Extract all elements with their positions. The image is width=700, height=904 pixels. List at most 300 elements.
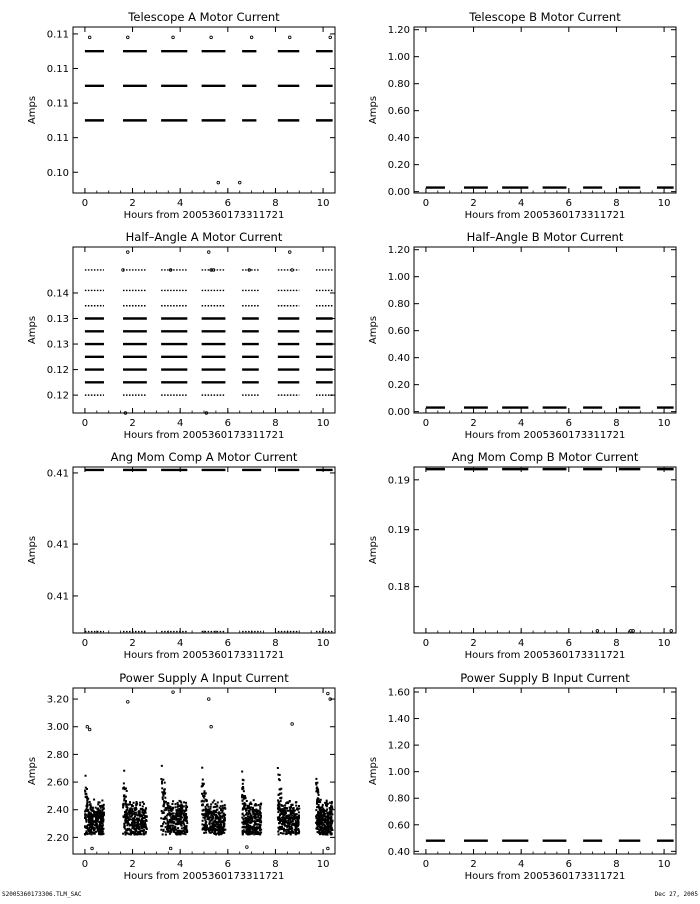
data-point [85,796,87,798]
data-point [283,829,285,831]
data-point [170,825,172,827]
data-outlier-7 [217,181,220,184]
data-outlier-3 [670,630,673,633]
plot-frame [414,247,676,413]
data-point [126,806,128,808]
data-point [202,779,204,781]
y-tick-label: 1.20 [387,740,410,752]
x-tick-label: 8 [272,418,279,429]
data-outlier-2 [126,701,129,704]
data-point [326,819,328,821]
data-point [214,823,216,825]
data-point [317,791,319,793]
data-point [133,802,135,804]
data-point [252,826,254,828]
x-tick-label: 4 [176,638,184,649]
y-tick-label: 0.40 [387,846,410,858]
data-point [285,833,287,835]
data-point [143,831,145,833]
data-point [217,801,219,803]
data-point [203,832,205,834]
data-point [326,800,328,802]
data-point [203,795,205,797]
data-point [142,822,144,824]
data-point [143,812,145,814]
data-point [319,823,321,825]
data-point [278,806,280,808]
data-point [100,807,102,809]
data-point [202,784,204,786]
data-point [134,812,136,814]
data-point [321,809,323,811]
data-point [165,831,167,833]
data-point [322,818,324,820]
data-point [163,795,165,797]
data-point [259,813,261,815]
data-point [252,807,254,809]
data-point [212,817,214,819]
data-point [259,826,261,828]
data-point [136,817,138,819]
data-point [126,809,128,811]
x-tick-label: 0 [81,638,89,649]
data-point [286,807,288,809]
data-point [321,833,323,835]
data-point [126,815,128,817]
data-point [297,820,299,822]
data-outlier-0 [86,725,89,728]
data-point [161,782,163,784]
data-point [204,827,206,829]
data-point [330,826,332,828]
data-point [322,804,324,806]
data-point [278,816,280,818]
data-point [137,833,139,835]
x-tick-label: 8 [613,859,620,870]
data-point [126,790,128,792]
y-axis-label: Amps [27,756,38,786]
data-point [181,812,183,814]
data-outlier-8 [288,251,291,254]
data-point [85,821,87,823]
x-tick-label: 10 [657,638,671,649]
data-point [125,800,127,802]
data-point [185,820,187,822]
data-point [244,795,246,797]
data-point [170,830,172,832]
data-point [278,778,280,780]
data-point [94,833,96,835]
data-point [315,778,317,780]
data-point [297,824,299,826]
data-point [260,803,262,805]
data-point [283,818,285,820]
y-tick-label: 1.00 [387,767,410,779]
data-point [220,805,222,807]
data-point [186,822,188,824]
data-point [162,779,164,781]
y-axis-label: Amps [27,95,38,125]
data-point [298,831,300,833]
data-point [137,825,139,827]
plot-frame [414,467,676,633]
data-point [248,812,250,814]
y-axis-label: Amps [27,535,38,565]
x-tick-label: 6 [565,638,573,649]
data-point [278,802,280,804]
y-tick-label: 0.11 [46,133,69,145]
data-point [241,771,243,773]
y-tick-label: 0.12 [46,365,69,377]
x-tick-label: 0 [422,638,430,649]
y-tick-label: 1.40 [387,714,410,726]
data-point [85,819,87,821]
x-tick-label: 10 [316,198,330,209]
data-outlier-6 [291,723,294,726]
data-point [298,805,300,807]
data-point [161,810,163,812]
data-point [295,801,297,803]
data-cluster-3 [201,767,227,836]
data-point [293,813,295,815]
data-point [174,815,176,817]
y-axis-label: Amps [368,756,379,786]
data-point [214,803,216,805]
data-point [123,782,125,784]
chart-panel-5 [368,450,676,661]
data-point [220,833,222,835]
chart-title: Power Supply A Input Current [119,671,289,685]
data-point [209,826,211,828]
data-point [142,820,144,822]
y-tick-label: 0.19 [387,475,410,487]
data-point [298,814,300,816]
data-point [170,819,172,821]
x-tick-label: 2 [470,198,477,209]
data-point [99,832,101,834]
data-point [172,827,174,829]
data-point [318,832,320,834]
data-point [205,814,207,816]
data-point [93,811,95,813]
chart-title: Power Supply B Input Current [460,671,630,685]
y-axis-label: Amps [368,535,379,565]
data-point [133,818,135,820]
data-point [327,812,329,814]
data-point [251,815,253,817]
data-point [95,817,97,819]
data-point [101,816,103,818]
data-point [102,805,104,807]
x-tick-label: 0 [81,859,89,870]
y-tick-label: 1.00 [387,272,410,284]
data-point [224,804,226,806]
x-axis-label: Hours from 2005360173311721 [123,430,285,441]
data-point [122,833,124,835]
x-tick-label: 8 [272,859,279,870]
data-point [125,820,127,822]
data-point [129,809,131,811]
data-point [297,828,299,830]
data-point [139,816,141,818]
data-point [209,821,211,823]
data-outlier-6 [329,36,332,39]
data-point [277,767,279,769]
x-tick-label: 2 [129,418,136,429]
data-point [209,808,211,810]
x-axis-label: Hours from 2005360173311721 [464,430,626,441]
data-point [164,788,166,790]
x-tick-label: 6 [565,418,573,429]
data-point [171,810,173,812]
y-axis-label: Amps [27,315,38,345]
data-point [202,828,204,830]
data-outlier-10 [169,847,172,850]
data-point [95,824,97,826]
data-point [180,818,182,820]
y-tick-label: 2.40 [46,805,69,817]
data-point [242,833,244,835]
y-tick-label: 0.00 [387,407,410,419]
data-point [210,803,212,805]
data-point [102,819,104,821]
x-tick-label: 2 [129,198,136,209]
data-point [284,810,286,812]
data-point [123,826,125,828]
data-point [294,824,296,826]
data-point [144,820,146,822]
data-point [181,805,183,807]
data-point [135,833,137,835]
data-point [213,800,215,802]
data-point [185,815,187,817]
data-cluster-0 [84,775,105,836]
data-point [292,823,294,825]
y-tick-label: 0.10 [46,167,69,179]
data-point [281,820,283,822]
x-tick-label: 2 [470,418,477,429]
data-point [278,794,280,796]
x-tick-label: 6 [565,859,573,870]
data-point [281,811,283,813]
data-point [164,782,166,784]
data-point [168,810,170,812]
data-point [177,802,179,804]
data-point [323,829,325,831]
data-point [135,829,137,831]
data-point [171,821,173,823]
data-point [318,794,320,796]
y-tick-label: 1.20 [387,245,410,257]
data-point [256,832,258,834]
data-point [286,829,288,831]
data-point [243,797,245,799]
data-point [207,809,209,811]
data-point [315,827,317,829]
data-point [145,831,147,833]
data-point [130,818,132,820]
data-point [242,807,244,809]
data-point [317,790,319,792]
data-point [164,816,166,818]
data-outlier-7 [207,251,210,254]
data-point [289,818,291,820]
data-point [242,813,244,815]
data-point [162,812,164,814]
data-point [143,825,145,827]
data-point [87,809,89,811]
data-point [172,824,174,826]
data-point [319,812,321,814]
data-point [161,787,163,789]
y-tick-label: 2.20 [46,832,69,844]
data-point [213,821,215,823]
chart-title: Ang Mom Comp B Motor Current [451,450,639,464]
data-point [290,820,292,822]
x-tick-label: 2 [470,859,477,870]
data-point [216,829,218,831]
data-point [134,825,136,827]
data-point [289,801,291,803]
data-point [250,818,252,820]
data-point [184,827,186,829]
x-tick-label: 10 [657,859,671,870]
data-point [290,812,292,814]
data-point [213,806,215,808]
data-point [322,815,324,817]
data-point [327,822,329,824]
data-point [241,826,243,828]
data-point [208,823,210,825]
x-tick-label: 6 [224,198,232,209]
data-point [161,765,163,767]
data-point [125,829,127,831]
data-point [178,830,180,832]
data-point [254,814,256,816]
data-point [279,826,281,828]
data-point [160,829,162,831]
data-point [243,779,245,781]
y-tick-label: 0.12 [46,390,69,402]
y-tick-label: 0.20 [387,380,410,392]
plot-frame [73,467,335,633]
data-point [321,807,323,809]
data-point [170,813,172,815]
data-point [223,821,225,823]
y-tick-label: 2.80 [46,749,69,761]
data-point [206,824,208,826]
data-point [258,832,260,834]
data-point [165,807,167,809]
data-point [127,803,129,805]
data-point [125,818,127,820]
data-point [135,804,137,806]
plot-frame [414,688,676,854]
data-point [123,798,125,800]
data-point [180,804,182,806]
x-tick-label: 10 [316,418,330,429]
data-point [125,802,127,804]
data-point [122,806,124,808]
data-point [315,809,317,811]
y-tick-label: 0.11 [46,64,69,75]
data-point [89,832,91,834]
data-point [125,804,127,806]
data-point [259,808,261,810]
data-point [321,820,323,822]
plot-frame [414,27,676,193]
chart-title: Telescope B Motor Current [469,10,621,24]
data-point [86,802,88,804]
data-point [126,824,128,826]
data-point [280,832,282,834]
data-point [139,804,141,806]
data-point [283,832,285,834]
x-tick-label: 4 [176,198,184,209]
data-point [211,820,213,822]
data-point [317,821,319,823]
data-point [131,832,133,834]
data-point [179,834,181,836]
data-point [164,797,166,799]
data-cluster-4 [241,771,262,836]
data-outlier-9 [91,847,94,850]
data-point [167,821,169,823]
data-point [297,809,299,811]
x-tick-label: 8 [272,198,279,209]
footer-date: Dec 27, 2005 [654,891,698,898]
data-point [202,804,204,806]
data-point [171,803,173,805]
data-point [174,803,176,805]
data-point [129,824,131,826]
data-point [88,830,90,832]
data-point [145,827,147,829]
data-point [201,823,203,825]
data-point [125,834,127,836]
data-point [243,829,245,831]
data-outlier-5 [288,36,291,39]
data-outlier-5 [210,725,213,728]
data-point [222,809,224,811]
y-tick-label: 1.60 [387,687,410,699]
chart-panel-1 [368,10,676,221]
data-point [88,811,90,813]
data-point [139,832,141,834]
data-point [224,817,226,819]
data-point [260,829,262,831]
data-point [123,770,125,772]
data-point [162,798,164,800]
data-cluster-5 [277,767,300,835]
data-point [173,818,175,820]
y-tick-label: 1.00 [387,52,410,64]
y-tick-label: 3.00 [46,722,69,734]
data-point [279,797,281,799]
data-outlier-4 [250,36,253,39]
data-point [89,826,91,828]
data-point [288,824,290,826]
data-point [103,814,105,816]
data-point [216,821,218,823]
data-point [127,822,129,824]
data-point [142,805,144,807]
data-point [183,822,185,824]
data-point [292,808,294,810]
data-point [278,818,280,820]
x-tick-label: 10 [657,198,671,209]
data-point [329,802,331,804]
